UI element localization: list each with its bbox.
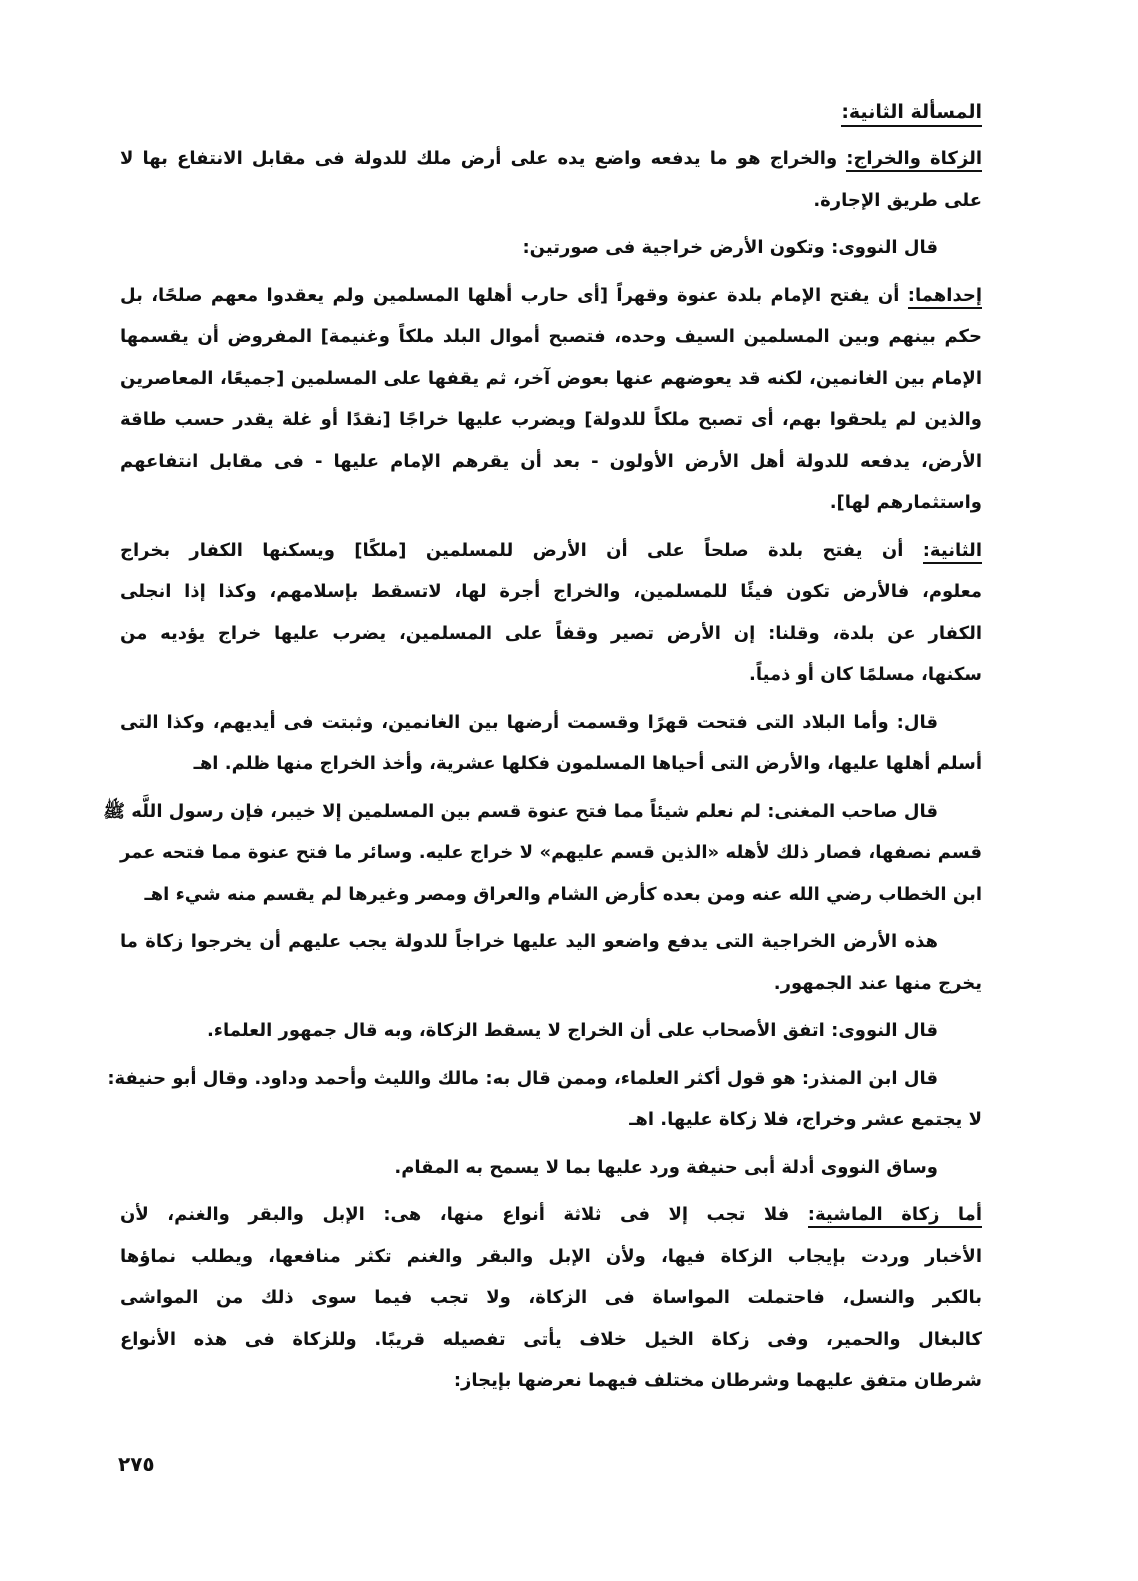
text-line [120, 743, 982, 785]
line-text: قال ابن المنذر: هو قول أكثر العلماء، وممن قال به: مالك والليث وأحمد وداود. وقال أبو حنيفة: [107, 1067, 938, 1089]
line-text: الكفار عن بلدة، وقلنا: إن الأرض تصير وقفاً على المسلمين، يضرب عليها خراج يؤديه من [120, 622, 982, 644]
line-text: هذه الأرض الخراجية التى يدفع واضعو اليد عليها خراجاً للدولة يجب عليهم أن يخرجوا زكاة ما [120, 931, 938, 952]
line-text: قال صاحب المغنى: لم نعلم شيئاً مما فتح عنوة قسم بين المسلمين إلا خيبر، فإن رسول اللَّه ﷺ [103, 800, 938, 822]
text-line [120, 138, 982, 180]
text-line [120, 316, 982, 358]
section-title [120, 92, 982, 132]
text-line [120, 1360, 982, 1402]
paragraph [120, 1194, 982, 1402]
paragraph [120, 921, 982, 1004]
text-line [120, 613, 982, 655]
underlined-lead-term: الثانية: [923, 540, 982, 564]
line-text: والخراج هو ما يدفعه واضع يده على أرض ملك للدولة فى مقابل الانتفاع بها لا [120, 148, 847, 169]
text-line [120, 702, 982, 744]
paragraph [120, 275, 982, 524]
line-text: كالبغال والحمير، وفى زكاة الخيل خلاف يأتى تفصيله قريبًا. وللزكاة فى هذه الأنواع [120, 1328, 982, 1350]
text-line [120, 1147, 982, 1189]
line-text: واستثمارهم لها]. [829, 492, 982, 513]
paragraph [103, 791, 982, 916]
text-line [120, 571, 982, 613]
text-line [120, 1319, 982, 1361]
line-text: قسم نصفها، فصار ذلك لأهله «الذين قسم عليهم» لا خراج عليه. وسائر ما فتح عنوة مما فتحه عمر [120, 842, 982, 863]
document-body [103, 138, 982, 1402]
line-text: قال النووى: وتكون الأرض خراجية فى صورتين: [522, 237, 938, 258]
line-text: الأرض، يدفعه للدولة أهل الأرض الأولون - بعد أن يقرهم الإمام عليها - فى مقابل انتفاعهم [120, 450, 982, 472]
text-line [120, 399, 982, 441]
paragraph [120, 1010, 982, 1052]
paragraph [120, 227, 982, 269]
text-line [120, 874, 982, 916]
line-text: قال النووى: اتفق الأصحاب على أن الخراج لا يسقط الزكاة، وبه قال جمهور العلماء. [206, 1020, 938, 1041]
line-text: يخرج منها عند الجمهور. [773, 972, 982, 994]
text-line [107, 1058, 982, 1100]
text-line [120, 275, 982, 317]
line-text: بالكبر والنسل، فاحتملت المواساة فى الزكاة، ولا تجب فيما سوى ذلك من المواشى [120, 1287, 982, 1308]
text-line [120, 227, 982, 269]
line-text: شرطان متفق عليهما وشرطان مختلف فيهما نعرضها بإيجاز: [453, 1370, 982, 1391]
text-line [120, 1194, 982, 1236]
document-page [103, 92, 982, 1402]
paragraph [120, 530, 982, 696]
text-line [120, 1010, 982, 1052]
text-line [120, 1099, 982, 1141]
text-line [120, 654, 982, 696]
text-line [120, 1277, 982, 1319]
line-text: حكم بينهم وبين المسلمين السيف وحده، فتصبح أموال البلد ملكاً وغنيمة] المفروض أن يقسمها [120, 326, 982, 347]
line-text: أن يفتح الإمام بلدة عنوة وقهراً [أى حارب أهلها المسلمين ولم يعقدوا معهم صلحًا، بل [120, 284, 908, 306]
line-text: قال: وأما البلاد التى فتحت قهرًا وقسمت أرضها بين الغانمين، وثبتت فى أيديهم، وكذا التى [120, 711, 938, 733]
line-text: أن يفتح بلدة صلحاً على أن الأرض للمسلمين [ملكًا] ويسكنها الكفار بخراج [120, 539, 923, 561]
text-line [103, 791, 982, 833]
text-line [120, 921, 982, 963]
text-line [120, 530, 982, 572]
text-line [120, 832, 982, 874]
text-line [120, 1236, 982, 1278]
line-text: أسلم أهلها عليها، والأرض التى أحياها المسلمون فكلها عشرية، وأخذ الخراج منها ظلم. اهـ [193, 753, 982, 774]
text-line [120, 180, 982, 222]
underlined-lead-term: أما زكاة الماشية: [808, 1204, 982, 1228]
line-text: على طريق الإجارة. [813, 189, 982, 211]
line-text: فلا تجب إلا فى ثلاثة أنواع منها، هى: الإبل والبقر والغنم، لأن [120, 1204, 808, 1225]
line-text: وساق النووى أدلة أبى حنيفة ورد عليها بما لا يسمح به المقام. [394, 1156, 938, 1178]
text-line [120, 358, 982, 400]
paragraph [120, 702, 982, 785]
underlined-lead-term: الزكاة والخراج: [846, 148, 982, 172]
text-line [120, 963, 982, 1005]
line-text: الإمام بين الغانمين، لكنه قد يعوضهم عنها بعوض آخر، ثم يقفها على المسلمين [جميعًا، المعاصرين [120, 367, 982, 389]
line-text: لا يجتمع عشر وخراج، فلا زكاة عليها. اهـ [629, 1109, 982, 1130]
text-line [120, 441, 982, 483]
paragraph [120, 138, 982, 221]
line-text: معلوم، فالأرض تكون فيئًا للمسلمين، والخراج أجرة لها، لاتسقط بإسلامهم، وكذا إذا انجلى [120, 581, 982, 602]
line-text: سكنها، مسلمًا كان أو ذمياً. [749, 664, 982, 685]
page-number: ٢٧٥ [118, 1452, 155, 1476]
line-text: الأخبار وردت بإيجاب الزكاة فيها، ولأن الإبل والبقر والغنم تكثر منافعها، ويطلب نماؤها [120, 1245, 982, 1267]
paragraph [120, 1147, 982, 1189]
underlined-lead-term: إحداهما: [908, 285, 982, 309]
text-line [120, 482, 982, 524]
line-text: ابن الخطاب رضي الله عنه ومن بعده كأرض الشام والعراق ومصر وغيرها لم يقسم منه شيء اهـ [144, 883, 982, 905]
section-title-text: المسألة الثانية: [841, 101, 982, 127]
line-text: والذين لم يلحقوا بهم، أى تصبح ملكاً للدولة] ويضرب عليها خراجًا [نقدًا أو غلة يقدر حسب طاقة [120, 409, 982, 430]
paragraph [107, 1058, 982, 1141]
